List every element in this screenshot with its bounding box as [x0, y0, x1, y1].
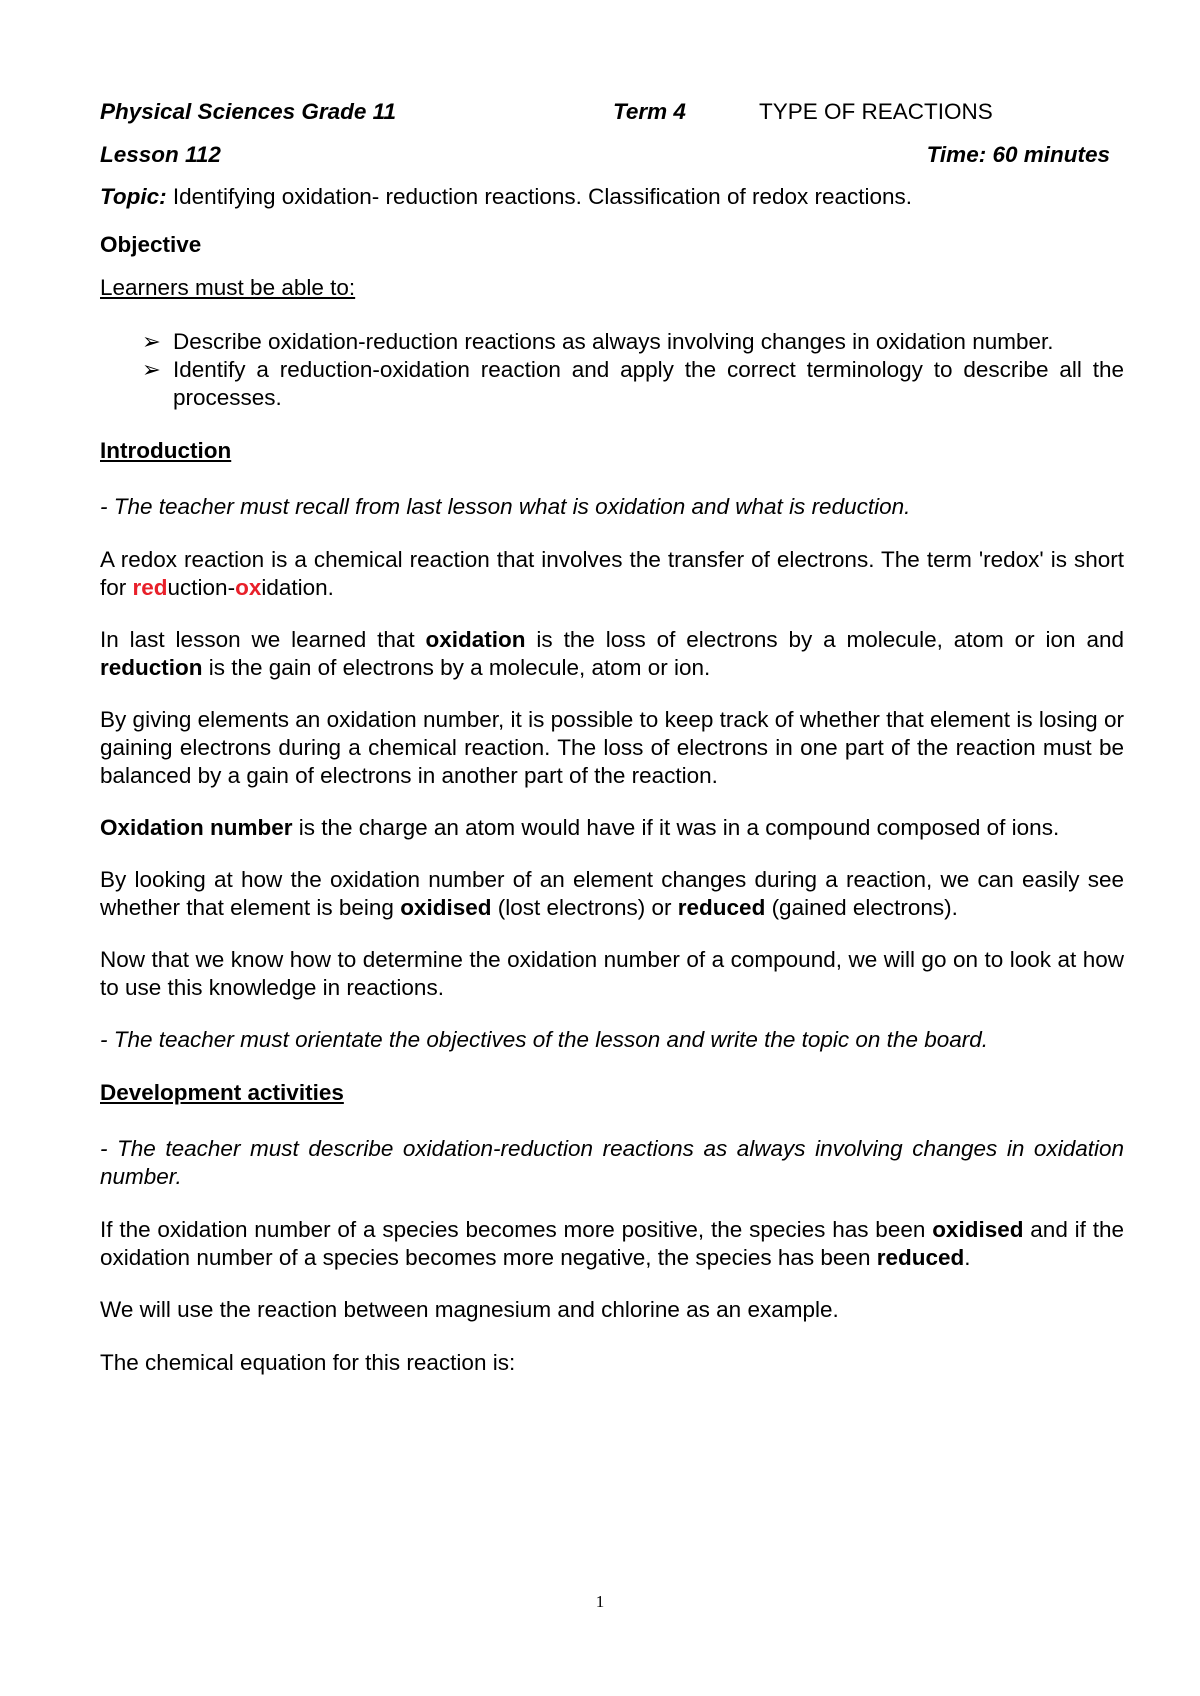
looking-paragraph: By looking at how the oxidation number of an element changes during a reaction, we can easily see whether that element is being oxidised (lost electrons) or reduced (gained electrons).: [100, 867, 1124, 920]
unit-title: TYPE OF REACTIONS: [759, 99, 993, 124]
development-heading: Development activities: [100, 1080, 344, 1105]
objective-heading: Objective: [100, 232, 202, 257]
tracking-paragraph: By giving elements an oxidation number, it is possible to keep track of whether that element is losing or gaining electrons during a chemical reaction. The loss of electrons in one part of the reaction must be balanced by a gain of electrons in another part of the reaction.: [100, 707, 1124, 788]
teacher-note: - The teacher must orientate the objectives of the lesson and write the topic on the board.: [100, 1027, 989, 1052]
page-number: 1: [595, 1592, 605, 1611]
oxidation-rule-paragraph: If the oxidation number of a species becomes more positive, the species has been oxidised and if the oxidation number of a species becomes more negative, the species has been reduced.: [100, 1217, 1124, 1270]
bullet-arrow-icon: ➢: [142, 357, 161, 382]
example-paragraph: We will use the reaction between magnesium and chlorine as an example.: [100, 1297, 839, 1322]
objective-item: [100, 328, 1124, 356]
topic-line: [100, 183, 1124, 211]
teacher-note: - The teacher must recall from last lesson what is oxidation and what is reduction.: [100, 494, 911, 519]
page-content: [100, 98, 1124, 1377]
oxidation-number-definition: Oxidation number is the charge an atom would have if it was in a compound composed of ions.: [100, 815, 1060, 840]
time-label: Time: 60 minutes: [926, 142, 1110, 167]
ox-highlight: ox: [235, 575, 262, 600]
objective-item-text: Describe oxidation-reduction reactions as always involving changes in oxidation number.: [173, 329, 1054, 354]
header-row-2: [100, 141, 1124, 169]
topic-text: Identifying oxidation- reduction reactions. Classification of redox reactions.: [166, 184, 913, 209]
objective-subheading: Learners must be able to:: [100, 275, 356, 300]
equation-intro: The chemical equation for this reaction is:: [100, 1350, 516, 1375]
red-highlight: red: [132, 575, 168, 600]
objective-item-text: Identify a reduction-oxidation reaction and apply the correct terminology to describe all the processes.: [173, 357, 1124, 410]
teacher-note: - The teacher must describe oxidation-reduction reactions as always involving changes in oxidation number.: [100, 1136, 1124, 1189]
now-paragraph: Now that we know how to determine the oxidation number of a compound, we will go on to look at how to use this knowledge in reactions.: [100, 947, 1124, 1000]
introduction-heading: Introduction: [100, 438, 232, 463]
bullet-arrow-icon: ➢: [142, 329, 161, 354]
topic-label: Topic:: [100, 184, 167, 209]
objective-item: [100, 356, 1124, 412]
lesson-label: Lesson 112: [100, 142, 221, 167]
term-label: Term 4: [613, 99, 686, 124]
course-title: Physical Sciences Grade 11: [100, 99, 397, 124]
last-lesson-paragraph: In last lesson we learned that oxidation is the loss of electrons by a molecule, atom or ion and reduction is the gain of electrons by a molecule, atom or ion.: [100, 627, 1124, 680]
objective-list: [100, 328, 1124, 412]
redox-definition-paragraph: A redox reaction is a chemical reaction that involves the transfer of electrons. The term 'redox' is short for reduction-oxidation.: [100, 547, 1124, 600]
header-row-1: [100, 98, 1124, 126]
